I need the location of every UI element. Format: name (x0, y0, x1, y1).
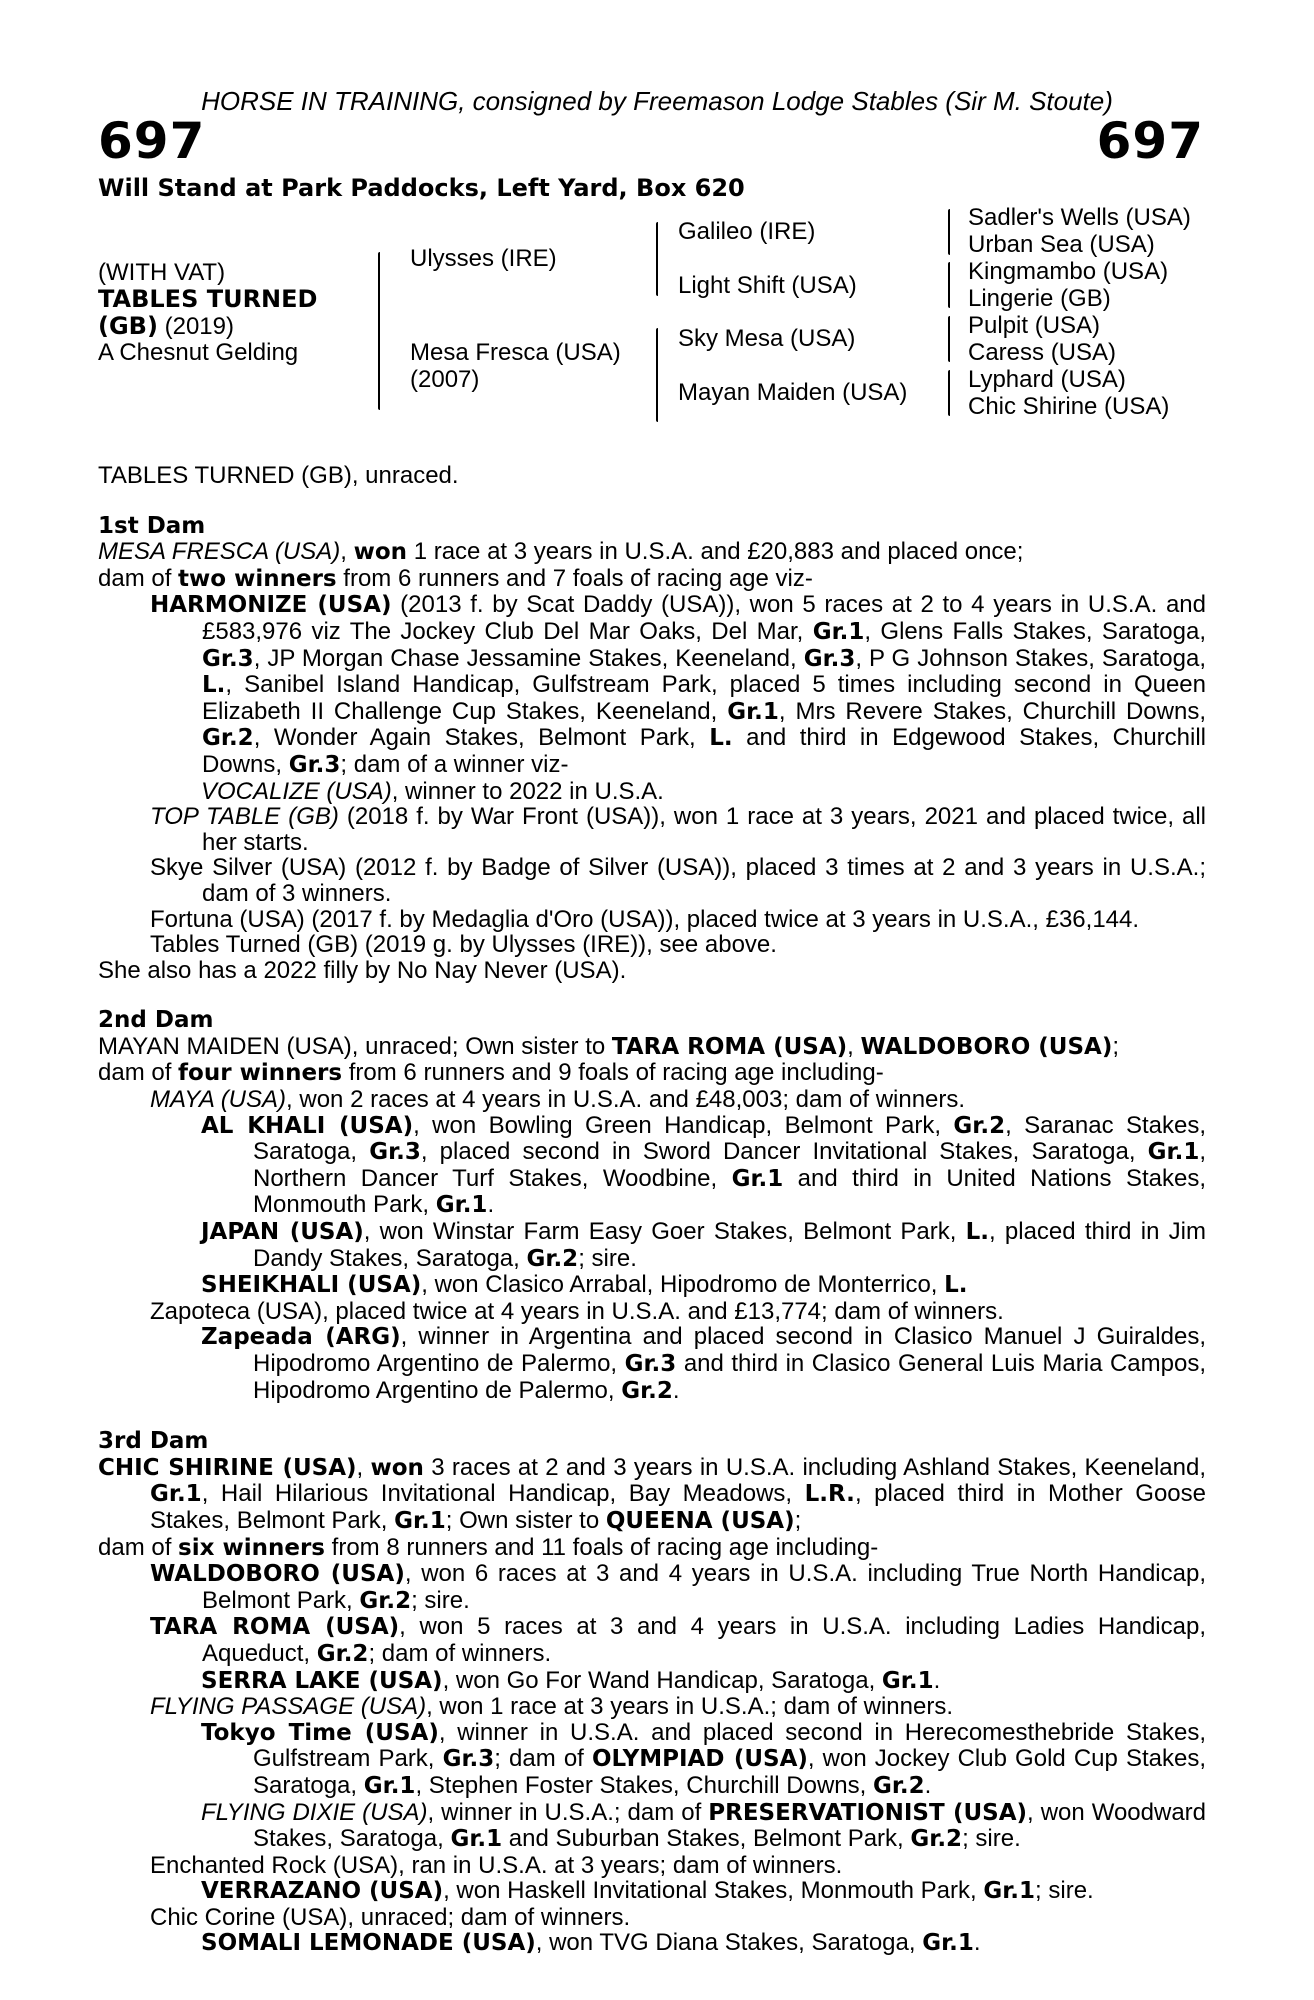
race-text: , won 6 races at 3 and 4 years in U.S.A. including True North Handicap, Belmont Park, (202, 1560, 1206, 1614)
grade-label: L. (202, 672, 226, 699)
first-dam-record: 1 race at 3 years in U.S.A. and £20,883 and placed once; (407, 538, 1024, 566)
race-text: , won 2 races at 4 years in U.S.A. and £48,003; dam of winners. (286, 1086, 966, 1114)
runners-count: from 6 runners and 7 foals of racing age viz- (336, 564, 813, 592)
race-text: , Hail Hilarious Invitational Handicap, Bay Meadows, (201, 1480, 805, 1508)
horse-name-suffix (98, 312, 234, 341)
race-text: , Glens Falls Stakes, Saratoga, (864, 617, 1206, 645)
race-text: ; dam of a winner viz- (340, 750, 569, 778)
race-text: , won Jockey Club Gold Cup Stakes, Saratoga, (253, 1745, 1207, 1799)
race-text: ; dam of (494, 1745, 592, 1773)
third-dam-name: CHIC SHIRINE (USA) (98, 1454, 357, 1481)
race-text: , won Go For Wand Handicap, Saratoga, (442, 1666, 882, 1694)
sibling-waldoboro: WALDOBORO (USA) (860, 1033, 1113, 1060)
lot-number-right: 697 (1096, 112, 1204, 170)
produce-flying-dixie (98, 1800, 1206, 1853)
horse-name-al-khali: AL KHALI (USA) (201, 1112, 414, 1139)
grade-label: Gr.3 (624, 1351, 677, 1377)
produce-tables-turned: Tables Turned (GB) (2019 g. by Ulysses (IRE)), see above. (150, 931, 777, 959)
race-text: , Wonder Again Stakes, Belmont Park, (253, 724, 710, 752)
third-dam-heading: 3rd Dam (98, 1428, 209, 1455)
granddam-paternal: Light Shift (USA) (678, 272, 857, 299)
great-grandparent-7: Lyphard (USA) (968, 366, 1126, 393)
sire-name: Ulysses (IRE) (410, 245, 557, 272)
race-text: and third in Edgewood Stakes, Churchill Downs, (202, 724, 1206, 778)
race-text: , winner in Argentina and placed second in Clasico Manuel J Guiraldes, Hipodromo Argentino de Palermo, (253, 1323, 1207, 1377)
vat-note: (WITH VAT) (98, 259, 226, 286)
grade-label: Gr.3 (442, 1746, 495, 1773)
horse-name-flying-dixie: FLYING DIXIE (USA) (201, 1798, 428, 1826)
horse-name-verrazano: VERRAZANO (USA) (201, 1878, 444, 1905)
won-label: won (353, 539, 408, 566)
sibling-tara-roma: TARA ROMA (USA) (611, 1033, 848, 1060)
race-text: , Mrs Revere Stakes, Churchill Downs, (778, 697, 1206, 725)
horse-description: A Chesnut Gelding (98, 339, 299, 366)
separator: ; (794, 1506, 802, 1534)
first-dam-heading: 1st Dam (98, 512, 206, 539)
grade-label: Gr.1 (983, 1878, 1036, 1905)
winners-count: four winners (178, 1060, 343, 1087)
produce-vocalize (98, 779, 1206, 805)
runners-count: from 8 runners and 11 foals of racing age including- (324, 1533, 879, 1561)
produce-zapoteca: Zapoteca (USA), placed twice at 4 years in U.S.A. and £13,774; dam of winners. (150, 1297, 1004, 1325)
great-grandparent-5: Pulpit (USA) (968, 312, 1101, 339)
race-text: . (672, 1376, 680, 1404)
race-text: ; dam of winners. (368, 1639, 552, 1667)
catalogue-body (98, 463, 1206, 1957)
race-text: ; sire. (1035, 1877, 1094, 1905)
produce-skye-silver: Skye Silver (USA) (2012 f. by Badge of Silver (USA)), placed 3 times at 2 and 3 years in U.S.A.; dam of 3 winners. (150, 854, 1206, 907)
horse-name-tokyo-time: Tokyo Time (USA) (201, 1719, 439, 1746)
grade-label: Gr.1 (150, 1481, 202, 1508)
ggp-bracket-2 (948, 262, 950, 308)
separator: , (356, 1453, 371, 1481)
page-header: HORSE IN TRAINING, consigned by Freemason Lodge Stables (Sir M. Stoute) (201, 86, 1113, 116)
grandsire-paternal: Galileo (IRE) (678, 218, 816, 245)
winners-count: two winners (178, 565, 337, 592)
race-text: , placed third in Mother Goose Stakes, Belmont Park, (150, 1480, 1206, 1534)
sire-dam-bracket (378, 252, 380, 410)
horse-name-somali-lemonade: SOMALI LEMONADE (USA) (201, 1930, 536, 1957)
grade-label: Gr.2 (872, 1772, 925, 1799)
race-text: , Northern Dancer Turf Stakes, Woodbine, (253, 1138, 1207, 1192)
race-text: , won TVG Diana Stakes, Saratoga, (535, 1929, 923, 1957)
race-text: (2013 f. by Scat Daddy (USA)), won 5 races at 2 to 4 years in U.S.A. and £583,976 viz The Jockey Club Del Mar Oaks, Del Mar, (202, 591, 1206, 645)
produce-maya (98, 1087, 1206, 1113)
produce-sheikhali (98, 1272, 1206, 1299)
race-text: , won 5 races at 3 and 4 years in U.S.A. including Ladies Handicap, Aqueduct, (202, 1613, 1206, 1667)
produce-2022-filly: She also has a 2022 filly by No Nay Never (USA). (98, 956, 627, 984)
grade-label: Gr.1 (922, 1930, 974, 1957)
race-text: 3 races at 2 and 3 years in U.S.A. including Ashland Stakes, Keeneland, (423, 1453, 1207, 1481)
grade-label: Gr.1 (881, 1667, 934, 1694)
first-dam-name: MESA FRESCA (USA) (98, 538, 341, 566)
race-text: , won Clasico Arrabal, Hipodromo de Monterrico, (421, 1271, 945, 1299)
dam-of-text: dam of (98, 1059, 179, 1087)
third-dam-produce-summary (98, 1535, 1206, 1562)
race-text: , Sanibel Island Handicap, Gulfstream Park, placed 5 times including second in Queen Elizabeth II Challenge Cup Stakes, Keeneland, (202, 671, 1206, 725)
horse-name-zapeada: Zapeada (ARG) (201, 1324, 401, 1351)
race-text: , Saranac Stakes, Saratoga, (253, 1111, 1206, 1166)
dam-parents-bracket (656, 328, 658, 422)
second-dam-heading: 2nd Dam (98, 1007, 214, 1034)
race-text: and Suburban Stakes, Belmont Park, (502, 1825, 911, 1853)
horse-name-sheikhali: SHEIKHALI (USA) (201, 1272, 422, 1299)
race-text: , winner in U.S.A.; dam of (427, 1798, 709, 1826)
horse-name-harmonize: HARMONIZE (USA) (150, 592, 392, 619)
produce-waldoboro (98, 1561, 1206, 1614)
race-text: . (487, 1191, 495, 1219)
great-grandparent-1: Sadler's Wells (USA) (968, 204, 1191, 231)
first-dam-produce-summary (98, 566, 1206, 593)
grade-label: L. (944, 1272, 968, 1299)
grade-label: Gr.1 (435, 1192, 488, 1219)
dam-of-text: dam of (98, 564, 179, 592)
grade-label: Gr.2 (621, 1377, 673, 1404)
horse-name-flying-passage: FLYING PASSAGE (USA) (150, 1693, 427, 1721)
ggp-bracket-3 (948, 316, 950, 362)
race-text: ; sire. (578, 1244, 637, 1272)
great-grandparent-3: Kingmambo (USA) (968, 258, 1169, 285)
great-grandparent-2: Urban Sea (USA) (968, 231, 1155, 258)
grade-label: Gr.2 (202, 725, 254, 752)
produce-flying-passage (98, 1694, 1206, 1720)
race-text: , placed second in Sword Dancer Invitational Stakes, Saratoga, (420, 1138, 1148, 1166)
grade-label: Gr.1 (450, 1826, 503, 1853)
second-dam-produce-summary (98, 1060, 1206, 1087)
race-text: . (973, 1929, 981, 1957)
race-text: , won Woodward Stakes, Saratoga, (253, 1798, 1206, 1853)
grade-label: Gr.2 (359, 1587, 412, 1614)
grade-label: Gr.3 (369, 1139, 421, 1166)
produce-harmonize (98, 592, 1206, 778)
race-text: , Stephen Foster Stakes, Churchill Downs, (415, 1771, 873, 1799)
produce-tara-roma (98, 1614, 1206, 1667)
grade-label: Gr.1 (727, 698, 779, 725)
grandsire-maternal: Sky Mesa (USA) (678, 325, 856, 352)
horse-name: TABLES TURNED (98, 285, 318, 313)
horse-name-preservationist: PRESERVATIONIST (USA) (708, 1799, 1028, 1826)
race-text: , winner in U.S.A. and placed second in Herecomesthebride Stakes, Gulfstream Park, (253, 1718, 1206, 1773)
grade-label: Gr.2 (526, 1245, 579, 1272)
great-grandparent-6: Caress (USA) (968, 339, 1117, 366)
grade-label: Gr.3 (803, 645, 856, 672)
horse-country: (GB) (98, 312, 158, 340)
race-text: , won Haskell Invitational Stakes, Monmouth Park, (443, 1877, 984, 1905)
race-text: ; Own sister to (445, 1506, 606, 1534)
race-text: , winner to 2022 in U.S.A. (391, 777, 664, 805)
grade-label: Gr.2 (910, 1826, 963, 1853)
horse-name-tara-roma: TARA ROMA (USA) (150, 1614, 400, 1641)
produce-al-khali (98, 1113, 1206, 1219)
horse-name-olympiad: OLYMPIAD (USA) (591, 1746, 808, 1773)
ggp-bracket-4 (948, 370, 950, 416)
horse-name-top-table: TOP TABLE (GB) (150, 803, 339, 831)
second-dam-intro (98, 1034, 1206, 1061)
race-text: ; sire. (962, 1825, 1021, 1853)
dam-name: Mesa Fresca (USA) (410, 339, 621, 366)
grade-label: Gr.3 (202, 645, 254, 672)
race-text: , won 1 race at 3 years in U.S.A.; dam of winners. (426, 1693, 953, 1721)
great-grandparent-4: Lingerie (GB) (968, 285, 1111, 312)
sire-parents-bracket (656, 222, 658, 296)
produce-enchanted-rock: Enchanted Rock (USA), ran in U.S.A. at 3 years; dam of winners. (150, 1851, 843, 1879)
separator: ; (1112, 1032, 1120, 1060)
grade-label: Gr.2 (316, 1640, 369, 1667)
produce-serra-lake (98, 1668, 1206, 1695)
ggp-bracket-1 (948, 209, 950, 255)
runners-count: from 6 runners and 9 foals of racing age including- (342, 1059, 884, 1087)
race-text: , won Winstar Farm Easy Goer Stakes, Belmont Park, (363, 1218, 966, 1246)
grade-label: Gr.1 (812, 618, 865, 645)
horse-name-vocalize: VOCALIZE (USA) (201, 777, 392, 805)
second-dam-name: MAYAN MAIDEN (USA), unraced; Own sister to (98, 1032, 612, 1060)
race-text: , won Bowling Green Handicap, Belmont Park, (413, 1111, 954, 1139)
horse-name-serra-lake: SERRA LAKE (USA) (201, 1667, 443, 1694)
produce-chic-corine: Chic Corine (USA), unraced; dam of winners. (150, 1903, 631, 1931)
race-text: . (924, 1771, 932, 1799)
first-dam-intro: MESA FRESCA (USA), won 1 race at 3 years in U.S.A. and £20,883 and placed once; (98, 538, 1024, 566)
granddam-maternal: Mayan Maiden (USA) (678, 379, 908, 406)
grade-label: L. (709, 725, 733, 752)
race-text: (2018 f. by War Front (USA)), won 1 race at 3 years, 2021 and placed twice, all her starts. (202, 803, 1207, 856)
produce-japan (98, 1219, 1206, 1272)
horse-name-waldoboro: WALDOBORO (USA) (150, 1561, 405, 1588)
dam-of-text: dam of (98, 1533, 179, 1561)
great-grandparent-8: Chic Shirine (USA) (968, 393, 1170, 420)
race-text: , P G Johnson Stakes, Saratoga, (855, 644, 1206, 672)
dam-year: (2007) (410, 366, 480, 393)
produce-fortuna: Fortuna (USA) (2017 f. by Medaglia d'Oro (USA)), placed twice at 3 years in U.S.A., £36,144. (150, 905, 1140, 933)
race-text: . (933, 1666, 941, 1694)
separator: , (847, 1032, 861, 1060)
grade-label: Gr.1 (1147, 1139, 1200, 1166)
grade-label: Gr.1 (731, 1165, 784, 1192)
grade-label: Gr.2 (953, 1112, 1006, 1139)
horse-name-japan: JAPAN (USA) (201, 1219, 364, 1246)
produce-tokyo-time (98, 1720, 1206, 1800)
lot-number-left: 697 (98, 112, 206, 170)
grade-label: L. (965, 1219, 990, 1246)
horse-year: (2019) (157, 313, 234, 340)
produce-zapeada (98, 1324, 1206, 1404)
grade-label: L.R. (804, 1481, 855, 1508)
produce-verrazano (98, 1878, 1206, 1905)
stand-location: Will Stand at Park Paddocks, Left Yard, Box 620 (98, 174, 745, 202)
horse-name-maya: MAYA (USA) (150, 1086, 287, 1114)
sibling-queena: QUEENA (USA) (605, 1507, 795, 1534)
grade-label: Gr.1 (394, 1507, 446, 1534)
race-text: , JP Morgan Chase Jessamine Stakes, Keeneland, (253, 644, 804, 672)
produce-top-table (98, 804, 1206, 855)
race-text: ; sire. (411, 1586, 470, 1614)
grade-label: Gr.1 (363, 1772, 416, 1799)
third-dam-intro (98, 1455, 1206, 1535)
produce-somali-lemonade (98, 1930, 1206, 1957)
winners-count: six winners (178, 1534, 325, 1561)
race-text: and third in Clasico General Luis Maria Campos, Hipodromo Argentino de Palermo, (253, 1350, 1207, 1404)
won-label: won (370, 1454, 424, 1481)
race-text: , placed third in Jim Dandy Stakes, Saratoga, (253, 1218, 1206, 1272)
race-text: and third in United Nations Stakes, Monmouth Park, (253, 1164, 1206, 1219)
summary-line: TABLES TURNED (GB), unraced. (98, 462, 459, 489)
grade-label: Gr.3 (288, 751, 341, 778)
